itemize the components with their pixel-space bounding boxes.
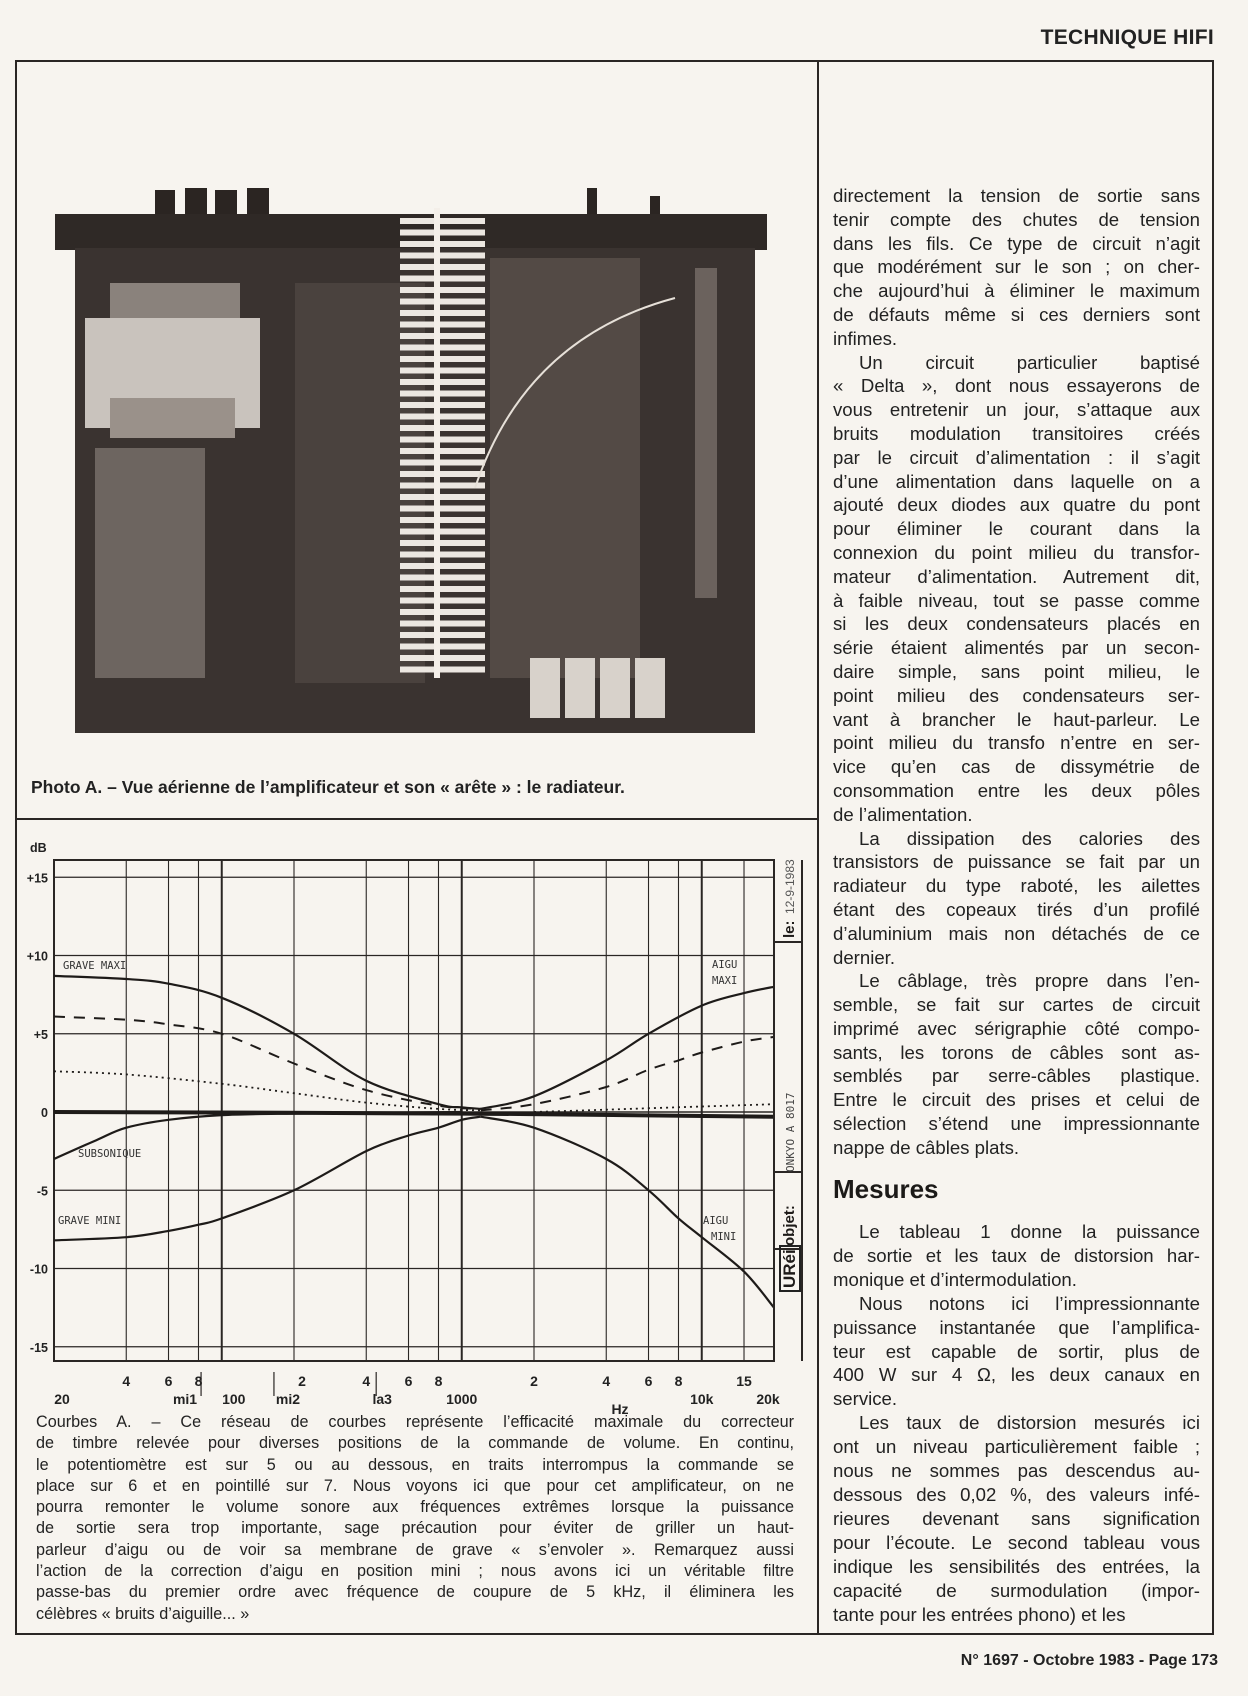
x-tick-label: 1000 bbox=[446, 1391, 478, 1407]
text-line: semblés par serre-câbles plastique. bbox=[833, 1065, 1200, 1087]
text-line: à faible niveau, tout se passe comme bbox=[833, 589, 1200, 611]
text-line: Le câblage, très propre dans l’en- bbox=[859, 970, 1200, 992]
series-grave-maxi-volume-7 bbox=[54, 1071, 481, 1110]
text-line: que modérément sur le son ; on cher- bbox=[833, 256, 1200, 278]
x-tick-label: 2 bbox=[298, 1373, 306, 1389]
x-tick-label: 8 bbox=[434, 1373, 443, 1389]
text-line: dessous des 0,02 %, des valeurs infé- bbox=[833, 1483, 1200, 1505]
curve-label: AIGU bbox=[712, 959, 738, 971]
text-line: de défauts même si ces derniers sont bbox=[833, 303, 1200, 325]
section-header: TECHNIQUE HIFI bbox=[1040, 26, 1214, 49]
text-line: tenir compte des chutes de tension bbox=[833, 208, 1200, 230]
text-line: point milieu du transfo n’entre en ser- bbox=[833, 732, 1200, 754]
text-line: tante pour les entrées phono) et les bbox=[833, 1603, 1126, 1625]
y-tick-label: +5 bbox=[33, 1027, 48, 1042]
text-line: « Delta », dont nous essayerons de bbox=[833, 375, 1200, 397]
x-tick-label: 4 bbox=[122, 1373, 131, 1389]
paragraph bbox=[833, 827, 1200, 970]
x-tick-label: 2 bbox=[530, 1373, 538, 1389]
curve-label: MAXI bbox=[712, 975, 738, 987]
note-marker-label: la3 bbox=[372, 1391, 392, 1407]
note-marker-label: mi2 bbox=[275, 1391, 301, 1407]
text-line: de l’alimentation. bbox=[833, 803, 973, 825]
text-line: point milieu des condensateurs ser- bbox=[833, 684, 1200, 706]
text-line: vice qu’en cas de dissymétrie de bbox=[833, 756, 1200, 778]
x-tick-label: 20k bbox=[756, 1391, 780, 1407]
text-line: place sur 6 et en pointillé sur 7. Nous voyons ici que pour cet amplificateur, on ne bbox=[36, 1476, 794, 1495]
text-line: dernier. bbox=[833, 946, 896, 968]
text-line: Entre le circuit des prises et celui de bbox=[833, 1089, 1200, 1111]
text-line: bruits modulation transitoires créés bbox=[833, 422, 1200, 444]
series-grave-maxi bbox=[54, 976, 481, 1109]
text-line: mateur d’alimentation. Autrement dit, bbox=[833, 565, 1200, 587]
text-line: Nous notons ici l’impressionnante bbox=[859, 1292, 1200, 1314]
x-tick-label: 4 bbox=[602, 1373, 611, 1389]
text-line: passe-bas du premier ordre avec fréquence de coupure de 5 kHz, il éliminera les bbox=[36, 1583, 794, 1602]
text-line: parleur d’aigu ou de voir sa membrane de grave « s’envoler ». Remarquez aussi bbox=[36, 1540, 794, 1559]
paragraph bbox=[833, 184, 1200, 351]
text-line: l’action de la correction d’aigu en position mini ; nous avons ici un véritable filtre bbox=[36, 1562, 794, 1581]
x-tick-label: 10k bbox=[690, 1391, 714, 1407]
text-line: vous entretenir un jour, s’attaque aux bbox=[833, 399, 1200, 421]
article-column-bottom bbox=[833, 1220, 1200, 1626]
series-aigu-maxi bbox=[481, 987, 774, 1109]
ure-logo: URéi bbox=[779, 1245, 801, 1292]
x-tick-label: 8 bbox=[194, 1373, 203, 1389]
text-line: pourra remonter le volume sonore aux fréquences extrêmes lorsque la puissance bbox=[36, 1498, 794, 1517]
curve-label: SUBSONIQUE bbox=[78, 1148, 142, 1160]
text-line: La dissipation des calories des bbox=[859, 827, 1200, 849]
text-line: de sortie et les taux de distorsion har- bbox=[833, 1244, 1200, 1266]
series-aigu-maxi-volume-7 bbox=[534, 1104, 774, 1112]
text-line: étant des copeaux tirés d’un profilé bbox=[833, 898, 1200, 920]
curve-label: GRAVE MINI bbox=[58, 1215, 122, 1227]
x-tick-label: 6 bbox=[404, 1373, 413, 1389]
series-aigu-mini bbox=[481, 1117, 774, 1308]
text-line: pour éliminer le courant dans la bbox=[833, 518, 1200, 540]
curve-label: GRAVE MAXI bbox=[63, 960, 127, 972]
text-line: puissance instantanée que l’amplifica- bbox=[833, 1316, 1200, 1338]
paragraph bbox=[833, 1411, 1200, 1626]
text-line: Les taux de distorsion mesurés ici bbox=[859, 1412, 1200, 1434]
text-line: imprimé avec sérigraphie côté compo- bbox=[833, 1017, 1200, 1039]
text-line: daire simple, sans point milieu, le bbox=[833, 660, 1200, 682]
text-line: de timbre relevée pour diverses positions de la commande de volume. En continu, bbox=[36, 1434, 794, 1453]
x-tick-label: 8 bbox=[674, 1373, 683, 1389]
text-line: Courbes A. – Ce réseau de courbes représente l’efficacité maximale du correcteur bbox=[36, 1413, 794, 1431]
section-heading-mesures: Mesures bbox=[833, 1174, 939, 1204]
article-column-top bbox=[833, 184, 1200, 1160]
y-tick-label: -15 bbox=[29, 1340, 48, 1355]
x-tick-label: 4 bbox=[362, 1373, 371, 1389]
y-tick-label: 0 bbox=[41, 1106, 48, 1120]
text-line: sants, les torons de câbles sont as- bbox=[833, 1041, 1200, 1063]
y-tick-label: -10 bbox=[29, 1262, 48, 1277]
y-tick-label: -5 bbox=[36, 1184, 48, 1199]
text-line: dans les fils. Ce type de circuit n’agit bbox=[833, 232, 1200, 254]
text-line: célèbres « bruits d’aiguille... » bbox=[36, 1604, 250, 1623]
text-line: service. bbox=[833, 1388, 898, 1410]
text-line: pour l’écoute. Le second tableau vous bbox=[833, 1531, 1200, 1553]
text-line: série étaient alimentés par un secon- bbox=[833, 637, 1200, 659]
text-line: Un circuit particulier baptisé bbox=[859, 351, 1200, 373]
text-line: ajouté deux diodes aux quatre du pont bbox=[833, 494, 1200, 516]
text-line: nous ne sommes pas descendus au- bbox=[833, 1460, 1200, 1482]
text-line: consommation entre les deux pôles bbox=[833, 779, 1200, 801]
paragraph bbox=[833, 1292, 1200, 1412]
text-line: teur est capable de sortir, plus de bbox=[833, 1340, 1200, 1362]
text-line: d’une alimentation dans laquelle on a bbox=[833, 470, 1200, 492]
text-line: radiateur du type raboté, les ailettes bbox=[833, 875, 1200, 897]
curve-label: AIGU bbox=[703, 1215, 729, 1227]
text-line: par le circuit d’alimentation : il s’agit bbox=[833, 446, 1200, 468]
text-line: si les deux condensateurs placés en bbox=[833, 613, 1200, 635]
text-line: che aujourd’hui à éliminer le maximum bbox=[833, 280, 1200, 302]
stamp-object: ONKYO A 8017 bbox=[784, 1092, 797, 1172]
stamp-separator bbox=[775, 941, 801, 943]
text-line: vant à brancher le haut-parleur. Le bbox=[833, 708, 1200, 730]
note-marker-label: mi1 bbox=[172, 1391, 198, 1407]
paragraph bbox=[833, 969, 1200, 1159]
x-tick-label: 15 bbox=[736, 1373, 752, 1389]
stamp-date-label: le: bbox=[781, 920, 798, 938]
stamp-date: 12-9-1983 bbox=[783, 859, 797, 914]
x-tick-label: 100 bbox=[222, 1391, 246, 1407]
series-grave-maxi-volume-6 bbox=[54, 1017, 481, 1109]
text-line: Le tableau 1 donne la puissance bbox=[859, 1221, 1200, 1242]
y-tick-label: +15 bbox=[26, 871, 48, 886]
test-stamp-strip bbox=[773, 860, 803, 1361]
text-line: de sortie sera trop importante, sage précaution pour éviter de griller un haut- bbox=[36, 1519, 794, 1538]
paragraph bbox=[833, 1220, 1200, 1292]
text-line: connexion du point milieu du transfor- bbox=[833, 541, 1200, 563]
y-axis-label: dB bbox=[30, 841, 47, 855]
curve-label: MINI bbox=[711, 1231, 737, 1243]
x-tick-label: 6 bbox=[164, 1373, 173, 1389]
text-line: monique et d’intermodulation. bbox=[833, 1268, 1077, 1290]
text-line: 400 W sur 4 Ω, les deux canaux en bbox=[833, 1364, 1200, 1386]
paragraph bbox=[833, 351, 1200, 827]
text-line: infimes. bbox=[833, 327, 898, 349]
figure-caption bbox=[36, 1412, 794, 1625]
text-line: sélection s’étend une impressionnante bbox=[833, 1113, 1200, 1135]
x-axis-unit: Hz bbox=[611, 1401, 629, 1417]
page-footer: N° 1697 - Octobre 1983 - Page 173 bbox=[960, 1652, 1218, 1669]
text-line: capacité de surmodulation (impor- bbox=[833, 1579, 1200, 1601]
text-line: indique les sensibilités des entrées, la bbox=[833, 1555, 1200, 1577]
text-line: nappe de câbles plats. bbox=[833, 1136, 1020, 1158]
photo-caption: Photo A. – Vue aérienne de l’amplificateur et son « arête » : le radiateur. bbox=[31, 777, 625, 797]
text-line: semble, se fait sur cartes de circuit bbox=[833, 994, 1200, 1016]
text-line: d’aluminium mais non détachés de ce bbox=[833, 922, 1200, 944]
stamp-object-label: objet: bbox=[781, 1205, 798, 1246]
text-line: directement la tension de sortie sans bbox=[833, 185, 1200, 206]
text-line: rieures devenant sans signification bbox=[833, 1507, 1200, 1529]
text-line: le potentiomètre est sur 5 ou au dessous, en traits interrompus la commande se bbox=[36, 1455, 794, 1474]
x-tick-label: 6 bbox=[644, 1373, 653, 1389]
text-line: ont un niveau particulièrement faible ; bbox=[833, 1436, 1200, 1458]
y-tick-label: +10 bbox=[26, 949, 48, 964]
text-line: transistors de puissance se fait par un bbox=[833, 851, 1200, 873]
x-tick-label: 20 bbox=[54, 1391, 70, 1407]
